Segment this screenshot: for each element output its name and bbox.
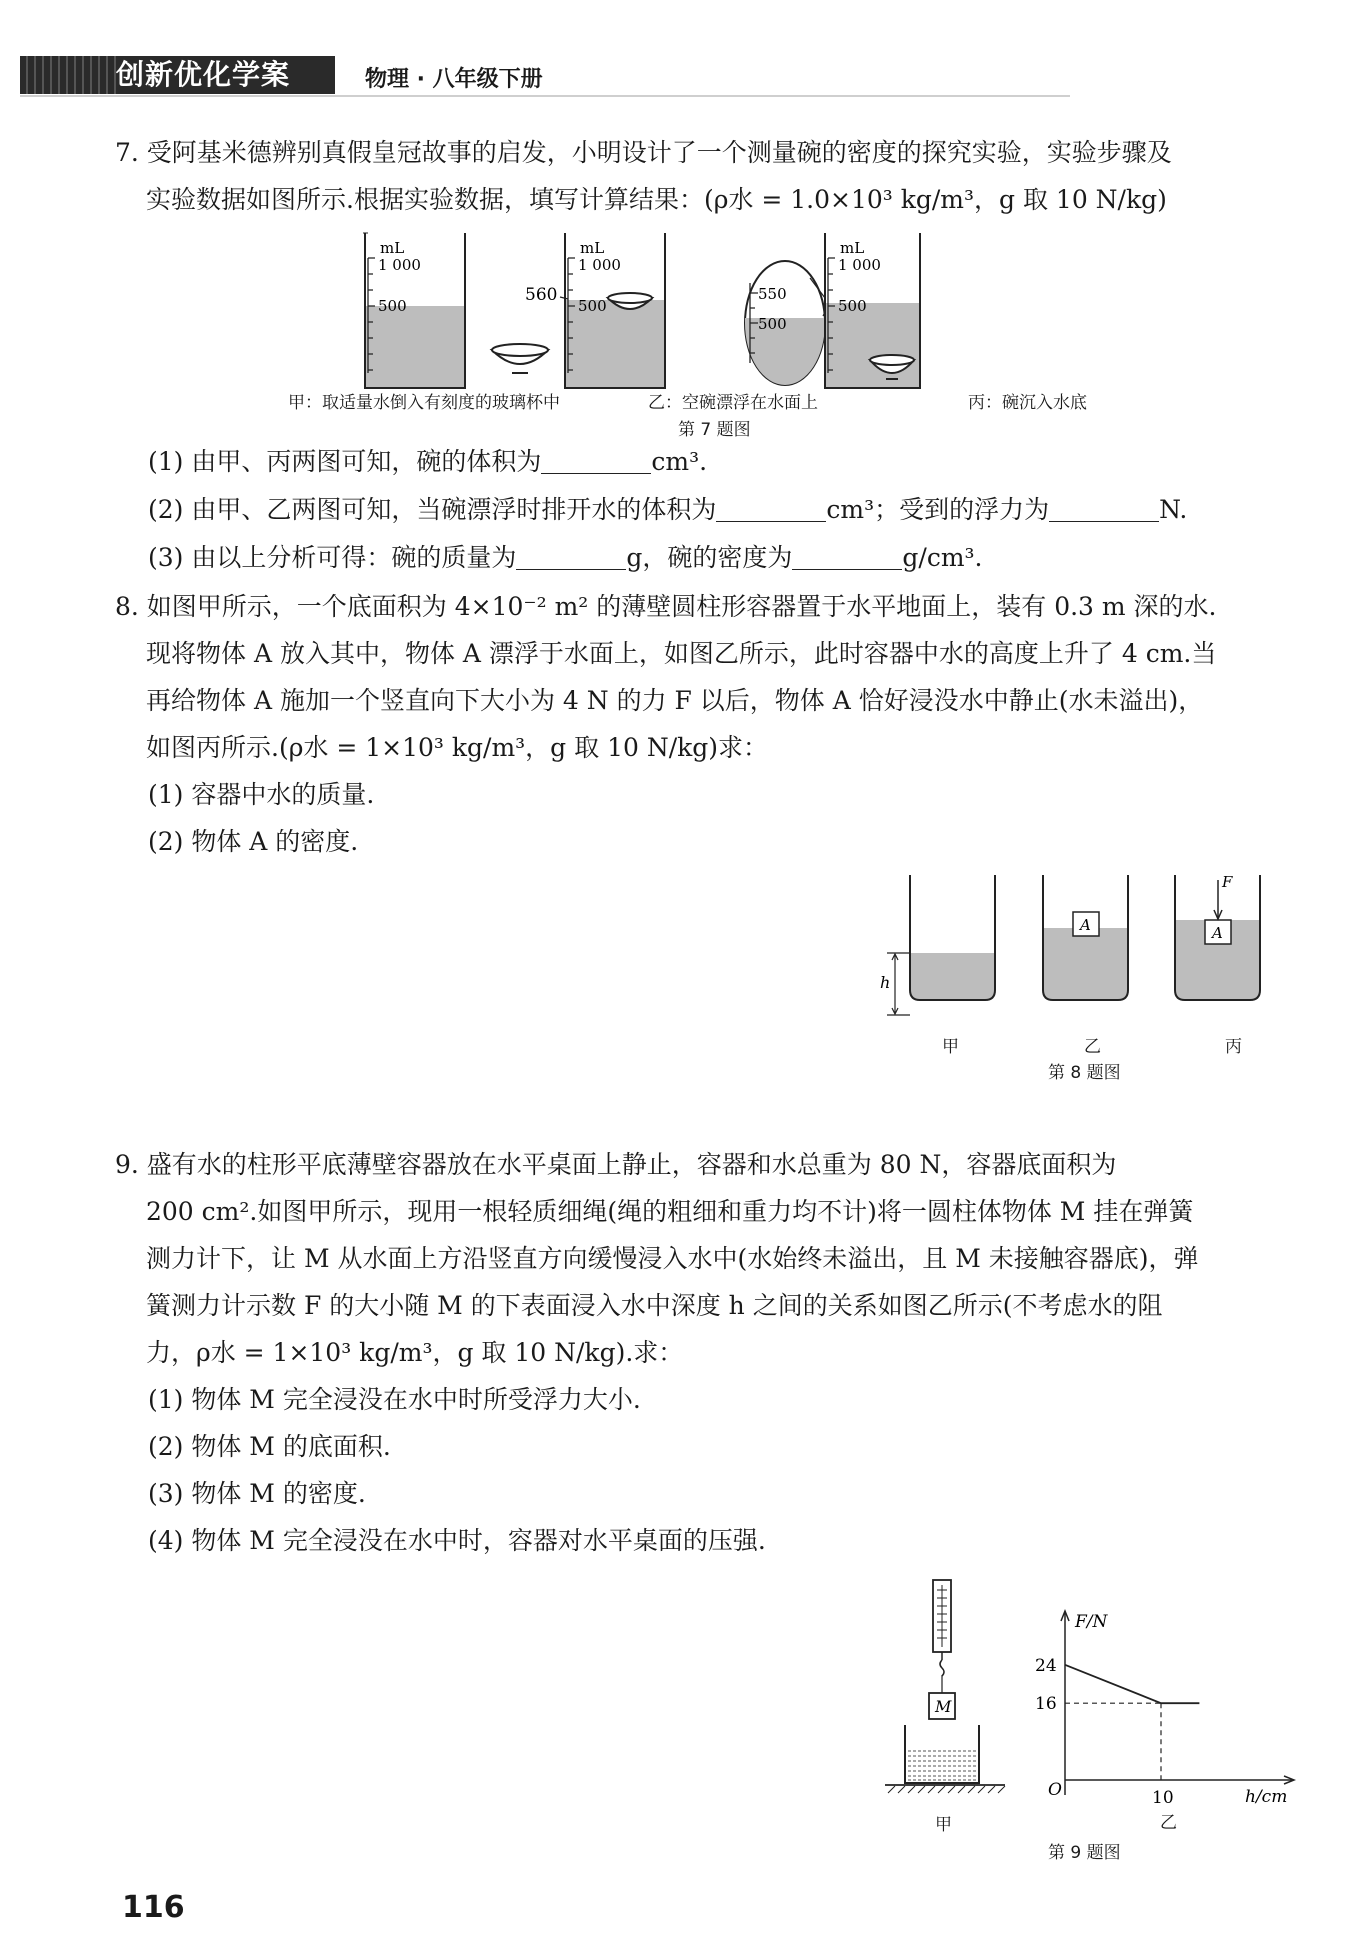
- q9-sub1: (1) 物体 M 完全浸没在水中时所受浮力大小.: [148, 1385, 641, 1414]
- q8-figure: [875, 870, 1305, 1020]
- zoom-tick-500: 500: [758, 315, 787, 333]
- beaker-c-tick-500: 500: [838, 297, 867, 315]
- q7-caption-c: 丙：碗沉入水底: [968, 393, 1087, 413]
- q7-caption-b: 乙：空碗漂浮在水面上: [648, 393, 818, 413]
- force-label-f: F: [1222, 873, 1233, 891]
- q7-stem-line1: 7. 受阿基米德辨别真假皇冠故事的启发，小明设计了一个测量碗的密度的探究实验，实验步骤及: [115, 138, 1172, 167]
- q7-blank-displaced[interactable]: [716, 499, 826, 522]
- q9-line5: 力，ρ水 = 1×10³ kg/m³，g 取 10 N/kg).求：: [146, 1338, 684, 1367]
- zoom-tick-550: 550: [758, 285, 787, 303]
- q9-line3: 测力计下，让 M 从水面上方沿竖直方向缓慢浸入水中(水始终未溢出，且 M 未接触容器底)，弹: [146, 1244, 1199, 1273]
- beaker-b-tick-500: 500: [578, 297, 607, 315]
- q7-part3-mid: g，碗的密度为: [626, 543, 793, 572]
- beaker-a-unit: mL: [380, 239, 405, 257]
- q8-figure-title: 第 8 题图: [1048, 1063, 1121, 1083]
- container-b: [1043, 875, 1128, 1000]
- q9-line4: 簧测力计示数 F 的大小随 M 的下表面浸入水中深度 h 之间的关系如图乙所示(不考虑水的阻: [146, 1291, 1163, 1320]
- q7-part3-unit: g/cm³.: [902, 543, 983, 572]
- beaker-b-reading: 560: [525, 285, 558, 305]
- water-c: [825, 303, 920, 388]
- q7-part1: [148, 447, 707, 477]
- container-c: [1175, 873, 1260, 1000]
- q9-sub3: (3) 物体 M 的密度.: [148, 1479, 366, 1508]
- q9-line2: 200 cm².如图甲所示，现用一根轻质细绳(绳的粗细和重力均不计)将一圆柱体物体 M 挂在弹簧: [146, 1197, 1194, 1226]
- cylinder-m-label: M: [935, 1697, 952, 1716]
- q8-sub2: (2) 物体 A 的密度.: [148, 827, 359, 856]
- chart-series-line: [1065, 1665, 1199, 1703]
- beaker-a-tick-500: 500: [378, 297, 407, 315]
- chart-ylabel: F/N: [1075, 1612, 1108, 1632]
- block-a-label-c: A: [1212, 924, 1223, 942]
- q7-part2-text: (2) 由甲、乙两图可知，当碗漂浮时排开水的体积为: [148, 495, 717, 524]
- q8-label-a: 甲: [942, 1037, 959, 1057]
- beaker-a: [363, 233, 548, 388]
- beaker-a-tick-1000: 1 000: [378, 256, 421, 274]
- q8-sub1: (1) 容器中水的质量.: [148, 780, 375, 809]
- header-subtitle: 物理 · 八年级下册: [365, 67, 543, 92]
- q7-blank-mass[interactable]: [516, 547, 626, 570]
- q9-chart: [1035, 1605, 1310, 1808]
- q9-line1: 9. 盛有水的柱形平底薄壁容器放在水平桌面上静止，容器和水总重为 80 N，容器底面积为: [115, 1150, 1117, 1179]
- depth-label-h: h: [880, 973, 891, 992]
- q8-line4: 如图丙所示.(ρ水 = 1×10³ kg/m³，g 取 10 N/kg)求：: [146, 733, 769, 762]
- beaker-b-tick-1000: 1 000: [578, 256, 621, 274]
- q8-line1: 8. 如图甲所示，一个底面积为 4×10⁻² m² 的薄壁圆柱形容器置于水平地面上，装有 0.3 m 深的水.: [115, 592, 1217, 621]
- block-a-label-b: A: [1080, 916, 1091, 934]
- beaker-b-unit: mL: [580, 239, 605, 257]
- header-rule: [20, 95, 1070, 97]
- chart-origin: O: [1048, 1780, 1062, 1800]
- q8-label-c: 丙: [1225, 1037, 1242, 1057]
- q7-figure-title: 第 7 题图: [678, 420, 751, 440]
- water-q9: [905, 1747, 979, 1782]
- q7-caption-a: 甲：取适量水倒入有刻度的玻璃杯中: [288, 393, 560, 413]
- q9-label-a: 甲: [935, 1815, 952, 1835]
- q7-blank-density[interactable]: [792, 547, 902, 570]
- q7-part1-unit: cm³.: [651, 447, 708, 476]
- water-a: [365, 306, 465, 388]
- beaker-c-tick-1000: 1 000: [838, 256, 881, 274]
- q9-label-b: 乙: [1160, 1813, 1177, 1833]
- q9-apparatus: [880, 1575, 1040, 1810]
- beaker-c-unit: mL: [840, 239, 865, 257]
- q9-sub4: (4) 物体 M 完全浸没在水中时，容器对水平桌面的压强.: [148, 1526, 766, 1555]
- header-brand: 创新优化学案: [20, 56, 335, 94]
- q7-part2: [148, 495, 1187, 525]
- q7-part2-unit: N.: [1159, 495, 1188, 524]
- chart-xlabel: h/cm: [1245, 1787, 1288, 1807]
- chart-ytick-16: 16: [1035, 1694, 1057, 1715]
- chart-xtick-10: 10: [1152, 1788, 1174, 1808]
- q8-line2: 现将物体 A 放入其中，物体 A 漂浮于水面上，如图乙所示，此时容器中水的高度上升了 4 cm.当: [146, 639, 1217, 668]
- q8-label-b: 乙: [1084, 1037, 1101, 1057]
- q7-blank-volume[interactable]: [541, 451, 651, 474]
- q8-line3: 再给物体 A 施加一个竖直向下大小为 4 N 的力 F 以后，物体 A 恰好浸没水中静止(水未溢出)，: [146, 686, 1204, 715]
- q9-figure-title: 第 9 题图: [1048, 1843, 1121, 1863]
- container-a: [880, 875, 995, 1015]
- q7-part3: [148, 543, 983, 573]
- page-number: 116: [122, 1890, 185, 1925]
- q9-sub2: (2) 物体 M 的底面积.: [148, 1432, 391, 1461]
- beaker-b: [525, 233, 665, 388]
- beaker-c: [745, 233, 920, 388]
- chart-ytick-24: 24: [1035, 1655, 1057, 1676]
- q7-part1-text: (1) 由甲、丙两图可知，碗的体积为: [148, 447, 542, 476]
- q7-part3-text: (3) 由以上分析可得：碗的质量为: [148, 543, 517, 572]
- q7-blank-buoyancy[interactable]: [1049, 499, 1159, 522]
- q7-part2-mid: cm³；受到的浮力为: [826, 495, 1050, 524]
- q7-stem-line2: 实验数据如图所示.根据实验数据，填写计算结果：(ρ水 = 1.0×10³ kg/m³，g 取 10 N/kg): [146, 185, 1167, 214]
